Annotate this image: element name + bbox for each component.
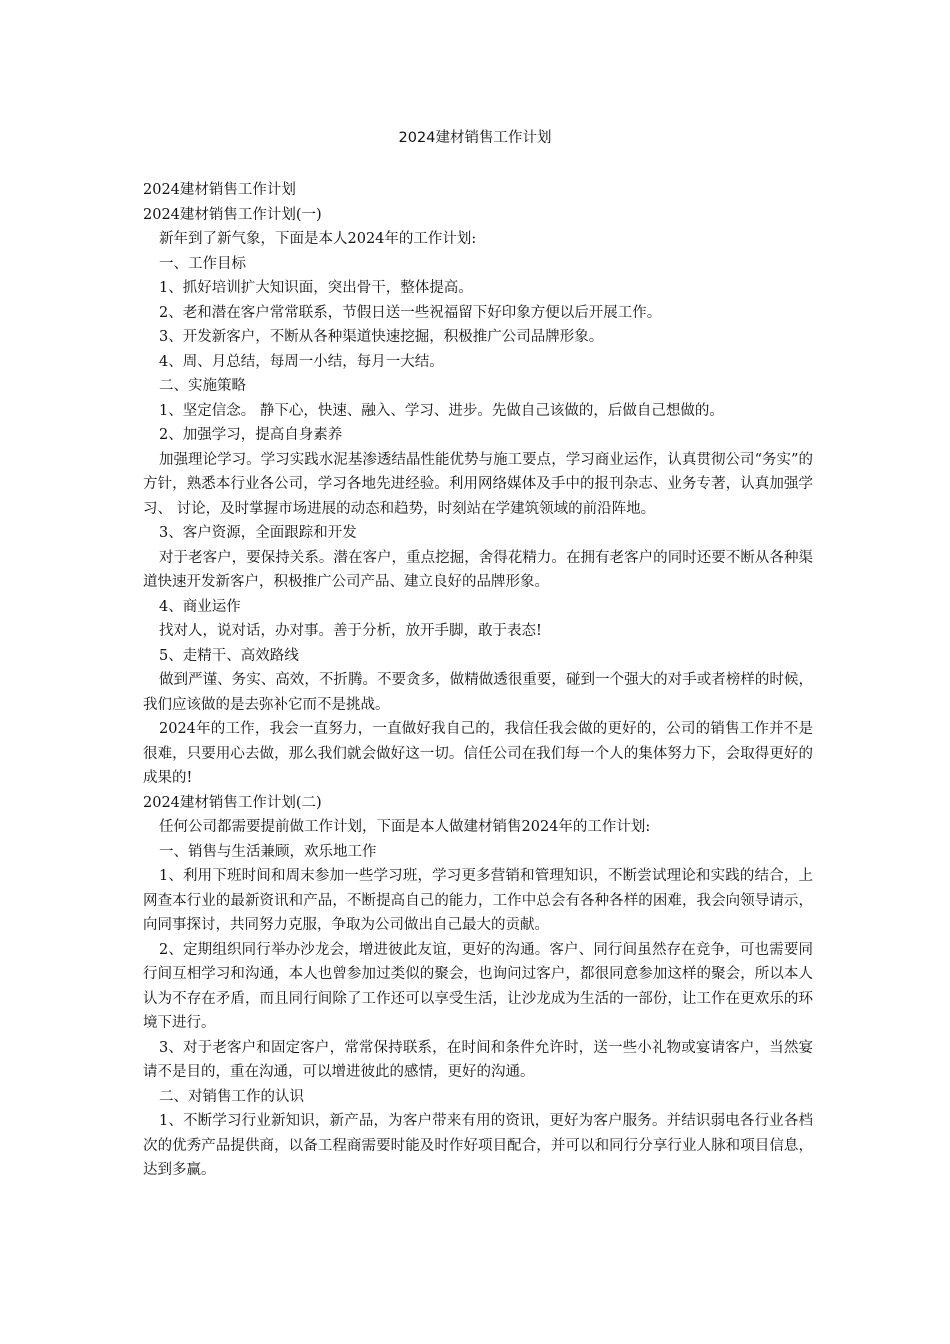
document-body (143, 178, 813, 1183)
plan2-paragraph: 3、对于老客户和固定客户，常常保持联系，在时间和条件允许时，送一些小礼物或宴请客户，当然宴请不是目的，重在沟通，可以增进彼此的感情，更好的沟通。 (143, 1039, 813, 1080)
plan1-closing: 2024年的工作，我会一直努力，一直做好我自己的，我信任我会做的更好的，公司的销售工作并不是很难，只要用心去做，那么我们就会做好这一切。信任公司在我们每一个人的集体努力下，会取得更好的成果的! (143, 721, 813, 786)
plan2-paragraph: 2、定期组织同行举办沙龙会，增进彼此友谊，更好的沟通。客户、同行间虽然存在竞争，可也需要同行间互相学习和沟通，本人也曾参加过类似的聚会，也询问过客户，都很同意参加这样的聚会，所以本人认为不存在矛盾，而且同行间除了工作还可以享受生活，让沙龙成为生活的一部份，让工作在更欢乐的环境下进行。 (143, 941, 813, 1031)
plan1-heading: 2024建材销售工作计划(一) (143, 206, 322, 223)
plan1-section1-heading: 一、工作目标 (159, 255, 246, 272)
strategy-heading: 5、走精干、高效路线 (159, 647, 299, 664)
plan2-paragraph: 1、不断学习行业新知识，新产品，为客户带来有用的资讯，更好为客户服务。并结识弱电各行业各档次的优秀产品提供商，以备工程商需要时能及时作好项目配合，并可以和同行分享行业人脉和项目信息，达到多赢。 (143, 1113, 813, 1178)
strategy-paragraph: 做到严谨、务实、高效，不折腾。不要贪多，做精做透很重要，碰到一个强大的对手或者榜样的时候，我们应该做的是去弥补它而不是挑战。 (143, 672, 813, 713)
goal-item: 4、周、月总结，每周一小结，每月一大结。 (159, 353, 444, 370)
goal-item: 1、抓好培训扩大知识面，突出骨干，整体提高。 (159, 280, 473, 296)
plan1-section2-heading: 二、实施策略 (159, 378, 246, 394)
strategy-paragraph: 加强理论学习。学习实践水泥基渗透结晶性能优势与施工要点，学习商业运作，认真贯彻公司“务实”的方针，熟悉本行业各公司，学习各地先进经验。利用网络媒体及手中的报刊杂志、业务专著，认真加强学习、 讨论，及时掌握市场进展的动态和趋势，时刻站在学建筑领域的前沿阵地。 (143, 451, 813, 517)
strategy-item: 1、坚定信念。 静下心，快速、融入、学习、进步。先做自己该做的，后做自己想做的。 (159, 402, 724, 419)
plan2-intro: 任何公司都需要提前做工作计划，下面是本人做建材销售2024年的工作计划: (159, 819, 651, 835)
goal-item: 3、开发新客户，不断从各种渠道快速挖掘，积极推广公司品牌形象。 (159, 329, 604, 345)
strategy-paragraph: 对于老客户，要保持关系。潜在客户，重点挖掘，舍得花精力。在拥有老客户的同时还要不断从各种渠道快速开发新客户，积极推广公司产品、建立良好的品牌形象。 (143, 549, 813, 590)
strategy-paragraph: 找对人，说对话，办对事。善于分析，放开手脚，敢于表态! (159, 623, 542, 639)
strategy-heading: 4、商业运作 (159, 598, 241, 615)
plan2-heading: 2024建材销售工作计划(二) (143, 794, 322, 811)
strategy-heading: 3、客户资源，全面跟踪和开发 (159, 525, 357, 541)
plan2-section1-heading: 一、销售与生活兼顾，欢乐地工作 (159, 843, 377, 860)
strategy-heading: 2、加强学习，提高自身素养 (159, 427, 343, 443)
document-heading: 2024建材销售工作计划 (143, 182, 296, 198)
document-title: 2024建材销售工作计划 (398, 130, 552, 146)
plan2-paragraph: 1、利用下班时间和周末参加一些学习班，学习更多营销和管理知识，不断尝试理论和实践的结合，上网查本行业的最新资讯和产品，不断提高自己的能力，工作中总会有各种各样的困难，我会向领导请示，向同事探讨，共同努力克服，争取为公司做出自己最大的贡献。 (143, 868, 813, 933)
goal-item: 2、老和潜在客户常常联系，节假日送一些祝福留下好印象方便以后开展工作。 (159, 304, 662, 321)
plan2-section2-heading: 二、对销售工作的认识 (159, 1088, 304, 1105)
plan1-intro: 新年到了新气象，下面是本人2024年的工作计划: (159, 231, 477, 247)
